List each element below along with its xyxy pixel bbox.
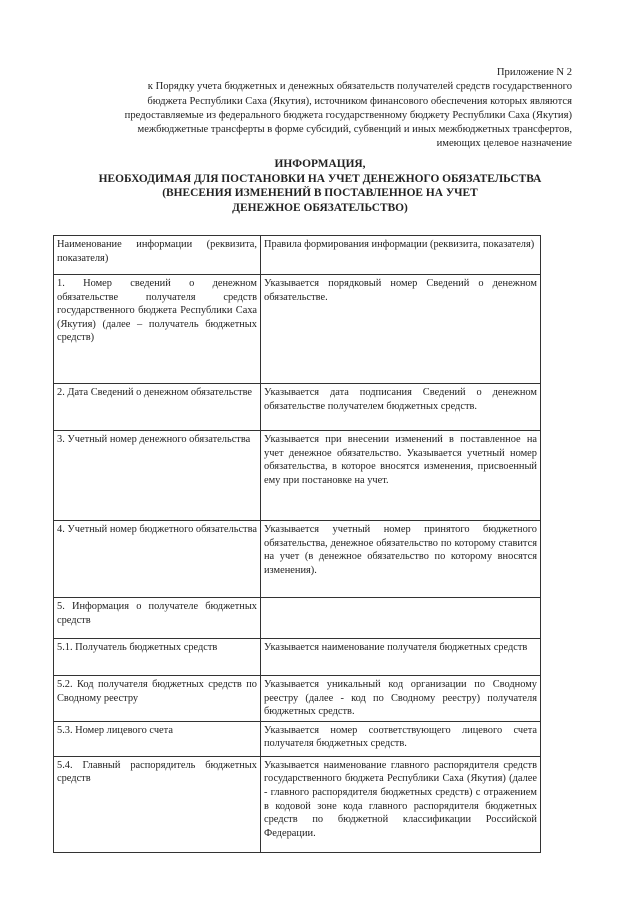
row-name-cell: 4. Учетный номер бюджетного обязательства	[54, 521, 261, 598]
row-rule-cell	[261, 598, 541, 639]
table-row	[54, 431, 541, 521]
appendix-header	[90, 66, 572, 152]
appendix-number: Приложение N 2	[496, 67, 572, 78]
row-name-cell: 5.2. Код получателя бюджетных средств по Сводному реестру	[54, 676, 261, 722]
appendix-line: бюджета Республики Саха (Якутия), источником финансового обеспечения которых являются	[147, 95, 572, 107]
row-name-cell: 2. Дата Сведений о денежном обязательстве	[54, 384, 261, 431]
header-cell-rule: Правила формирования информации (реквизита, показателя)	[261, 236, 541, 275]
row-name-cell: 5.3. Номер лицевого счета	[54, 721, 261, 756]
appendix-line: к Порядку учета бюджетных и денежных обязательств получателей средств государственного	[147, 81, 572, 93]
information-table	[53, 235, 541, 853]
row-rule-cell: Указывается уникальный код организации по Сводному реестру (далее - код по Сводному реестру) получателя бюджетных средств.	[261, 676, 541, 722]
row-name-cell: 5. Информация о получателе бюджетных средств	[54, 598, 261, 639]
title-line: ДЕНЕЖНОЕ ОБЯЗАТЕЛЬСТВО)	[232, 201, 408, 214]
row-rule-cell: Указывается учетный номер принятого бюджетного обязательства, денежное обязательство по которому ставится на учет (в денежное обязательство по которому вносятся изменения).	[261, 521, 541, 598]
table-header-row	[54, 236, 541, 275]
table-row	[54, 275, 541, 384]
row-name-cell: 5.1. Получатель бюджетных средств	[54, 639, 261, 676]
table-row	[54, 384, 541, 431]
table-row	[54, 721, 541, 756]
table-row	[54, 521, 541, 598]
table-row	[54, 756, 541, 852]
row-name-cell: 1. Номер сведений о денежном обязательстве получателя средств государственного бюджета Республики Саха (Якутия) (далее – получатель бюджетных средств)	[54, 275, 261, 384]
title-line: ИНФОРМАЦИЯ,	[274, 158, 366, 170]
row-name-cell: 5.4. Главный распорядитель бюджетных средств	[54, 756, 261, 852]
table-row	[54, 639, 541, 676]
row-rule-cell: Указывается наименование получателя бюджетных средств	[261, 639, 541, 676]
row-rule-cell: Указывается при внесении изменений в поставленное на учет денежное обязательство. Указывается учетный номер обязательства, в которое вносятся изменения, присвоенный ему при постановке на учет.	[261, 431, 541, 521]
document-title	[60, 157, 580, 215]
table-row	[54, 676, 541, 722]
row-rule-cell: Указывается порядковый номер Сведений о денежном обязательстве.	[261, 275, 541, 384]
table-row	[54, 598, 541, 639]
appendix-line: имеющих целевое назначение	[436, 138, 572, 150]
row-rule-cell: Указывается дата подписания Сведений о денежном обязательстве получателем бюджетных средств.	[261, 384, 541, 431]
header-cell-name: Наименование информации (реквизита, показателя)	[54, 236, 261, 275]
title-line: НЕОБХОДИМАЯ ДЛЯ ПОСТАНОВКИ НА УЧЕТ ДЕНЕЖНОГО ОБЯЗАТЕЛЬСТВА	[98, 172, 542, 185]
title-line: (ВНЕСЕНИЯ ИЗМЕНЕНИЙ В ПОСТАВЛЕННОЕ НА УЧЕТ	[162, 187, 478, 200]
appendix-line: предоставляемые из федерального бюджета государственному бюджету Республики Саха (Якутия)	[124, 109, 572, 121]
row-rule-cell: Указывается наименование главного распорядителя средств государственного бюджета Республики Саха (Якутия) (далее - главного распорядителя бюджетных средств) с отражением в кодовой зоне кода главного распорядителя бюджетных средств по бюджетной классификации Российской Федерации.	[261, 756, 541, 852]
row-rule-cell: Указывается номер соответствующего лицевого счета получателя бюджетных средств.	[261, 721, 541, 756]
row-name-cell: 3. Учетный номер денежного обязательства	[54, 431, 261, 521]
appendix-line: межбюджетные трансферты в форме субсидий, субвенций и иных межбюджетных трансфертов,	[137, 124, 572, 136]
